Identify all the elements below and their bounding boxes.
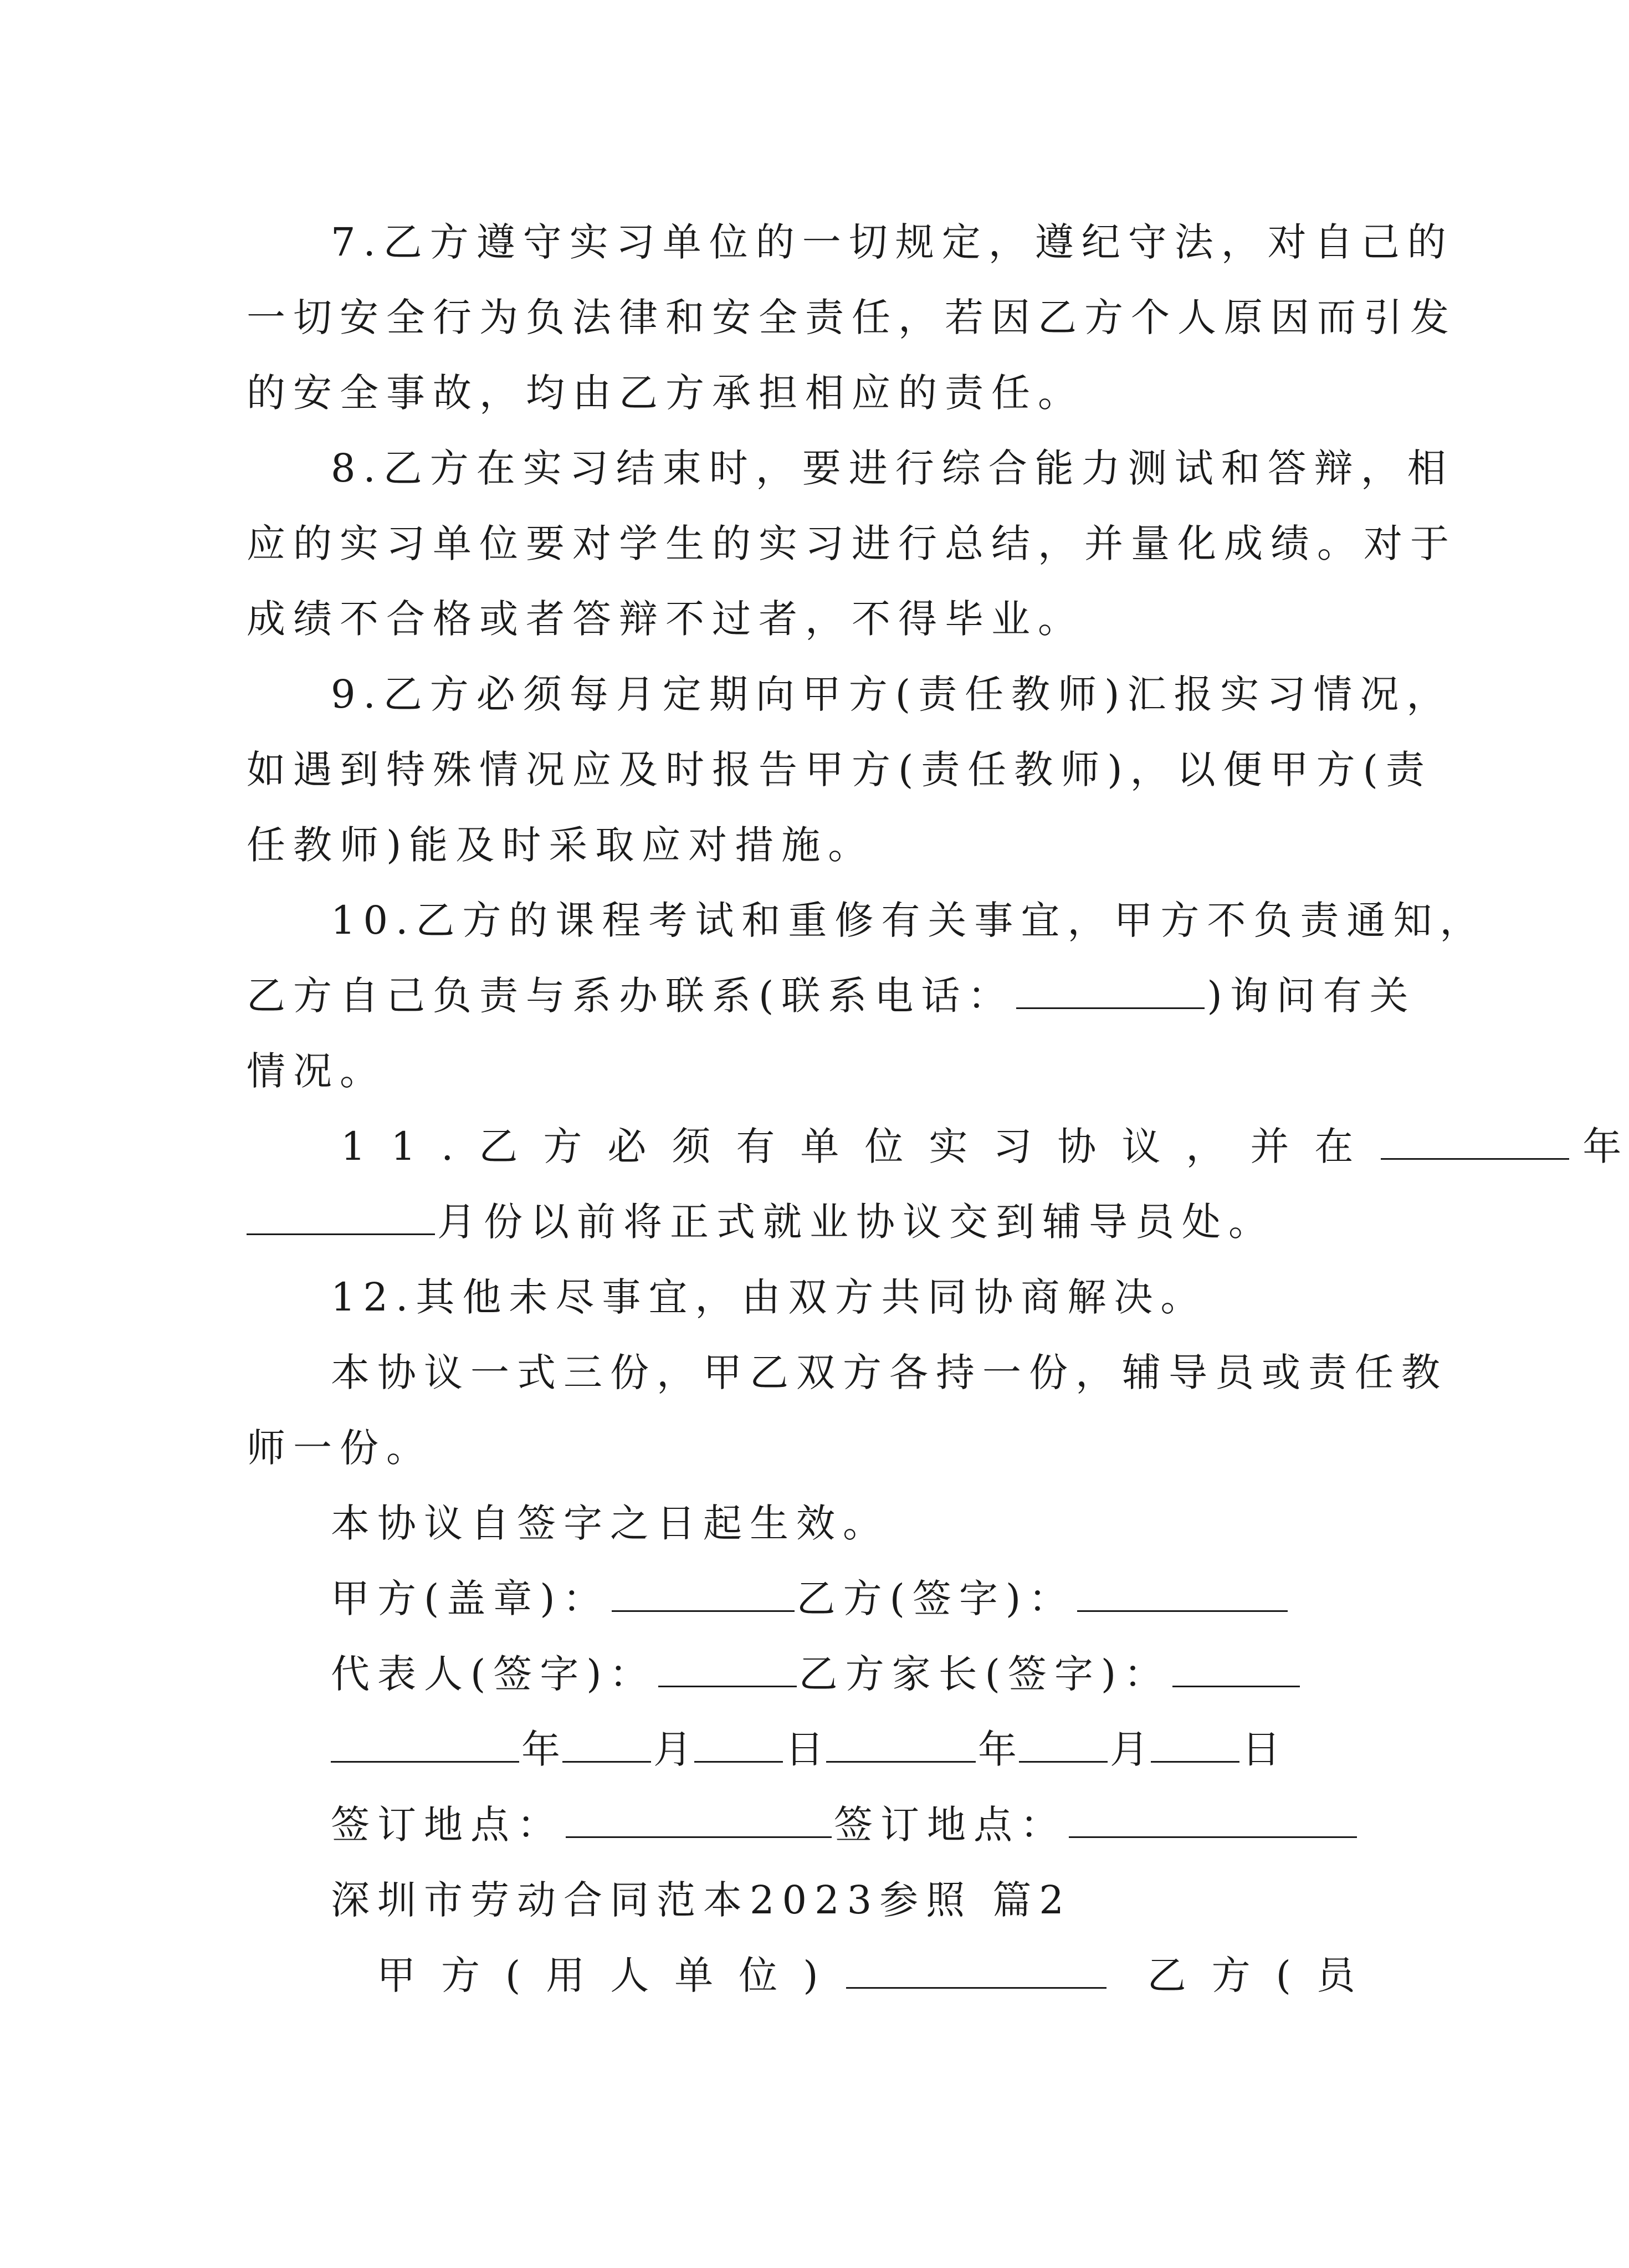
date-a-year-blank [331, 1728, 519, 1763]
item-7-line-1: 7.乙方遵守实习单位的一切规定，遵纪守法，对自己的 [331, 219, 1454, 265]
month-blank [247, 1200, 435, 1235]
item-11-year-label: 年 [1582, 1124, 1629, 1169]
date-a-day-label: 日 [785, 1727, 824, 1772]
signature-date-row [331, 1712, 1360, 1787]
item-9-line-2: 如遇到特殊情况应及时报告甲方(责任教师)，以便甲方(责 [247, 747, 1432, 792]
effective-line: 本协议自签字之日起生效。 [331, 1501, 889, 1546]
signature-row-2 [331, 1636, 1360, 1712]
item-12-line-1: 12.其他未尽事宜，由双方共同协商解决。 [331, 1274, 1207, 1320]
item-11-line-2-text: 月份以前将正式就业协议交到辅导员处。 [437, 1199, 1275, 1245]
item-7-line-3: 的安全事故，均由乙方承担相应的责任。 [247, 370, 1084, 416]
date-b-month-label: 月 [1110, 1727, 1149, 1772]
item-9-line-1: 9.乙方必须每月定期向甲方(责任教师)汇报实习情况， [331, 672, 1453, 717]
item-8-line-1: 8.乙方在实习结束时，要进行综合能力测试和答辩，相 [331, 446, 1454, 491]
date-a-year-label: 年 [521, 1727, 560, 1772]
item-7-line-2: 一切安全行为负法律和安全责任，若因乙方个人原因而引发 [247, 295, 1457, 340]
date-b-day-blank [1151, 1728, 1239, 1763]
item-11-line-1 [341, 1109, 1629, 1184]
phone-blank [1016, 974, 1205, 1009]
place-a-label: 签订地点： [331, 1802, 564, 1847]
date-b-month-blank [1019, 1728, 1108, 1763]
next-section-first-line [377, 1938, 1381, 2013]
year-blank [1381, 1125, 1569, 1160]
item-8-line-3: 成绩不合格或者答辩不过者，不得毕业。 [247, 596, 1084, 642]
item-10-line-2-text-a: 乙方自己负责与系办联系(联系电话： [247, 973, 1015, 1018]
party-b-sign-label: 乙方(签字)： [796, 1576, 1075, 1621]
date-b-year-label: 年 [978, 1727, 1017, 1772]
section-title: 深圳市劳动合同范本2023参照 篇2 [331, 1877, 1072, 1923]
place-b-blank [1069, 1803, 1357, 1838]
date-a-month-label: 月 [653, 1727, 692, 1772]
signature-row-1 [331, 1561, 1360, 1636]
date-b-day-label: 日 [1242, 1727, 1280, 1772]
item-10-line-1: 10.乙方的课程考试和重修有关事宜，甲方不负责通知， [331, 898, 1487, 943]
item-10-line-2 [247, 958, 1416, 1033]
date-a-month-blank [562, 1728, 651, 1763]
item-10-line-3: 情况。 [247, 1048, 386, 1094]
copies-line-2: 师一份。 [247, 1425, 433, 1471]
item-10-line-2-text-b: )询问有关 [1207, 973, 1416, 1018]
place-b-label: 签订地点： [834, 1802, 1067, 1847]
party-a-seal-label: 甲方(盖章)： [331, 1576, 609, 1621]
representative-label: 代表人(签字)： [331, 1651, 656, 1697]
date-b-year-blank [826, 1728, 976, 1763]
copies-line-1: 本协议一式三份，甲乙双方各持一份，辅导员或责任教 [331, 1350, 1448, 1395]
party-a-seal-blank [612, 1577, 795, 1612]
item-8-line-2: 应的实习单位要对学生的实习进行总结，并量化成绩。对于 [247, 521, 1457, 566]
date-a-day-blank [694, 1728, 783, 1763]
parent-sign-label: 乙方家长(签字)： [798, 1651, 1171, 1697]
employer-blank [846, 1954, 1107, 1989]
party-b-sign-blank [1077, 1577, 1288, 1612]
party-b-employee-label: 乙方(员 [1147, 1953, 1381, 1998]
item-11-line-1-text: 11.乙方必须有单位实习协议，并在 [341, 1124, 1379, 1169]
item-11-line-2 [247, 1184, 1360, 1260]
representative-blank [658, 1652, 797, 1687]
signature-place-row [331, 1787, 1360, 1862]
parent-sign-blank [1172, 1652, 1300, 1687]
party-a-employer-label: 甲方(用人单位) [377, 1953, 844, 1998]
place-a-blank [566, 1803, 832, 1838]
item-9-line-3: 任教师)能及时采取应对措施。 [247, 822, 875, 868]
